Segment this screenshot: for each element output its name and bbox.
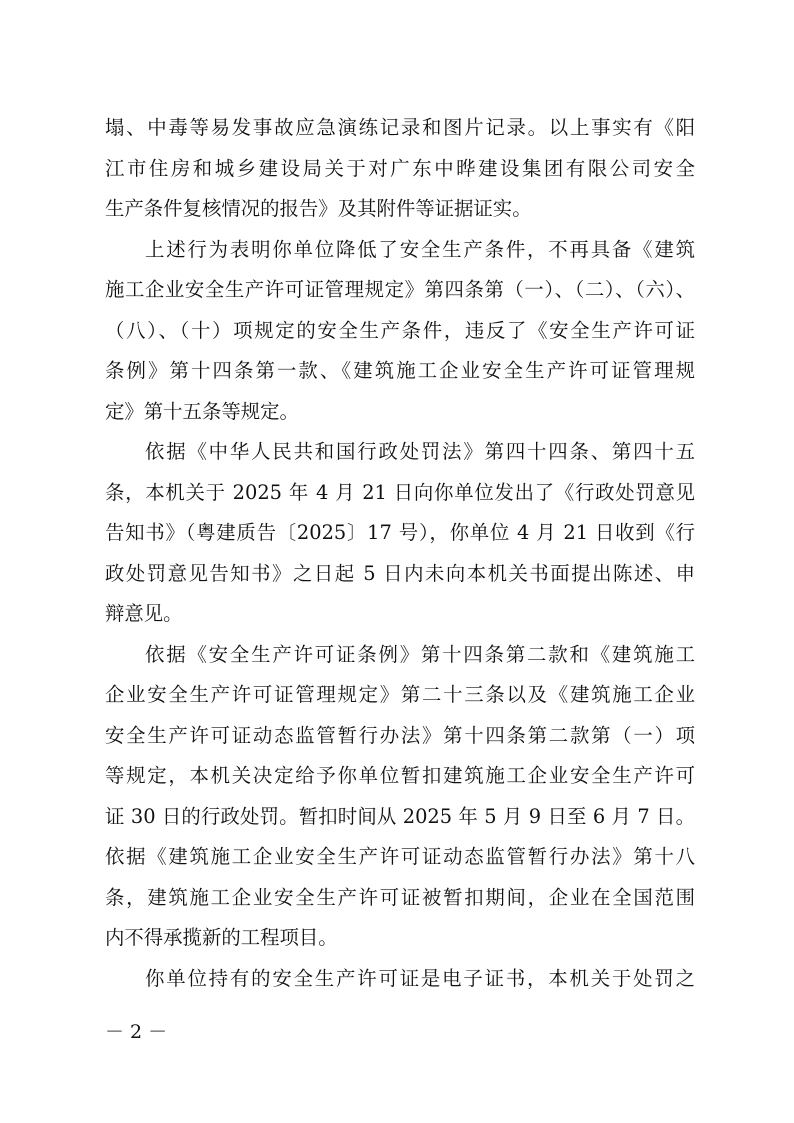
text-line: 你单位持有的安全生产许可证是电子证书，本机关于处罚之 [145, 966, 695, 990]
text-line: 依据《安全生产许可证条例》第十四条第二款和《建筑施工 [145, 642, 695, 666]
text-line: 上述行为表明你单位降低了安全生产条件，不再具备《建筑 [145, 237, 695, 261]
text-line: 条，本机关于 2025 年 4 月 21 日向你单位发出了《行政处罚意见 [105, 480, 695, 504]
text-line: 塌、中毒等易发事故应急演练记录和图片记录。以上事实有《阳 [105, 116, 695, 139]
text-line: 政处罚意见告知书》之日起 5 日内未向本机关书面提出陈述、申 [105, 561, 695, 585]
text-line: （八）、（十）项规定的安全生产条件，违反了《安全生产许可证 [105, 318, 695, 342]
text-line: 证 30 日的行政处罚。暂扣时间从 2025 年 5 月 9 日至 6 月 7 日。 [105, 804, 695, 828]
text-line: 等规定，本机关决定给予你单位暂扣建筑施工企业安全生产许可 [105, 764, 695, 787]
text-line: 辩意见。 [105, 602, 183, 625]
text-line: 生产条件复核情况的报告》及其附件等证据证实。 [105, 197, 532, 220]
text-line: 企业安全生产许可证管理规定》第二十三条以及《建筑施工企业 [105, 683, 695, 706]
page-number: － 2 － [105, 1021, 168, 1043]
text-line: 告知书》（粤建质告〔2025〕17 号），你单位 4 月 21 日收到《行 [105, 521, 695, 544]
text-line: 依据《中华人民共和国行政处罚法》第四十四条、第四十五 [145, 440, 695, 463]
text-line: 条，建筑施工企业安全生产许可证被暂扣期间，企业在全国范围 [105, 885, 695, 909]
text-line: 依据《建筑施工企业安全生产许可证动态监管暂行办法》第十八 [105, 845, 695, 868]
text-line: 安全生产许可证动态监管暂行办法》第十四条第二款第（一）项 [105, 723, 695, 747]
text-line: 定》第十五条等规定。 [105, 399, 299, 423]
text-line: 内不得承揽新的工程项目。 [105, 926, 338, 949]
text-line: 条例》第十四条第一款、《建筑施工企业安全生产许可证管理规 [105, 359, 695, 382]
text-line: 施工企业安全生产许可证管理规定》第四条第（一）、（二）、（六）、 [105, 278, 695, 301]
text-line: 江市住房和城乡建设局关于对广东中晔建设集团有限公司安全 [105, 156, 695, 180]
document-body [105, 108, 695, 999]
